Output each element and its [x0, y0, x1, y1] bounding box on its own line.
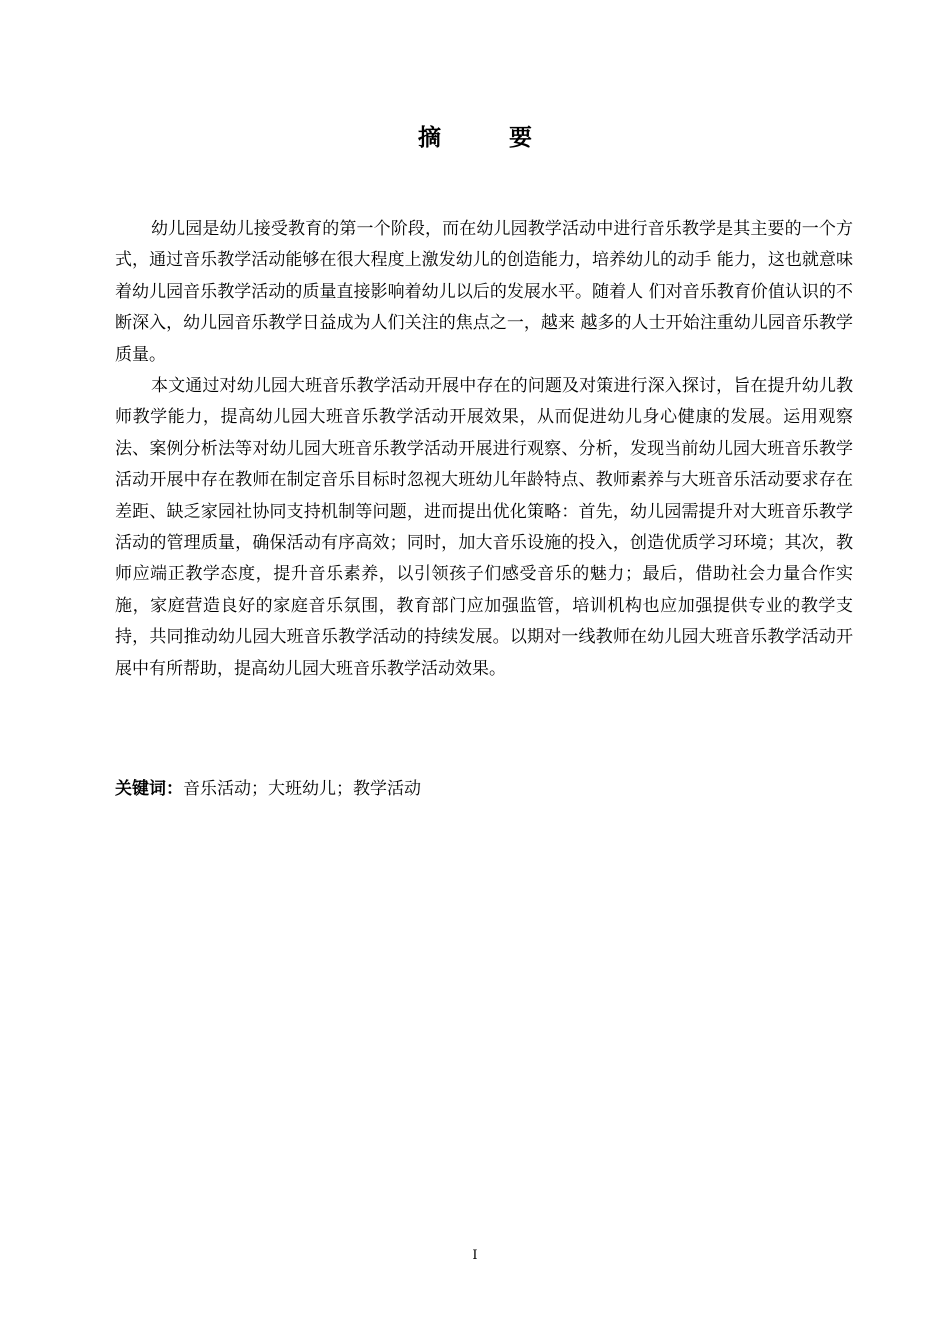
abstract-body: [115, 214, 853, 685]
abstract-title: 摘 要: [417, 125, 562, 151]
abstract-paragraph-1: 幼儿园是幼儿接受教育的第一个阶段，而在幼儿园教学活动中进行音乐教学是其主要的一个方式，通过音乐教学活动能够在很大程度上激发幼儿的创造能力，培养幼儿的动手 能力，这也就意味着幼儿园音乐教学活动的质量直接影响着幼儿以后的发展水平。随着人 们对音乐教育价值认识的不断深入，幼儿园音乐教学日益成为人们关注的焦点之一，越来 越多的人士开始注重幼儿园音乐教学质量。: [115, 219, 853, 365]
page-number: I: [472, 1248, 478, 1263]
keywords-value: 音乐活动；大班幼儿；教学活动: [183, 779, 421, 799]
abstract-paragraph-2: 本文通过对幼儿园大班音乐教学活动开展中存在的问题及对策进行深入探讨，旨在提升幼儿教师教学能力，提高幼儿园大班音乐教学活动开展效果，从而促进幼儿身心健康的发展。运用观察法、案例分析法等对幼儿园大班音乐教学活动开展进行观察、分析，发现当前幼儿园大班音乐教学活动开展中存在教师在制定音乐目标时忽视大班幼儿年龄特点、教师素养与大班音乐活动要求存在差距、缺乏家园社协同支持机制等问题，进而提出优化策略：首先，幼儿园需提升对大班音乐教学活动的管理质量，确保活动有序高效；同时，加大音乐设施的投入，创造优质学习环境；其次，教师应端正教学态度，提升音乐素养，以引领孩子们感受音乐的魅力；最后，借助社会力量合作实施，家庭营造良好的家庭音乐氛围，教育部门应加强监管，培训机构也应加强提供专业的教学支持，共同推动幼儿园大班音乐教学活动的持续发展。以期对一线教师在幼儿园大班音乐教学活动开展中有所帮助，提高幼儿园大班音乐教学活动效果。: [115, 376, 853, 679]
keywords-line: [115, 774, 853, 804]
keywords-label: 关键词：: [115, 779, 183, 799]
